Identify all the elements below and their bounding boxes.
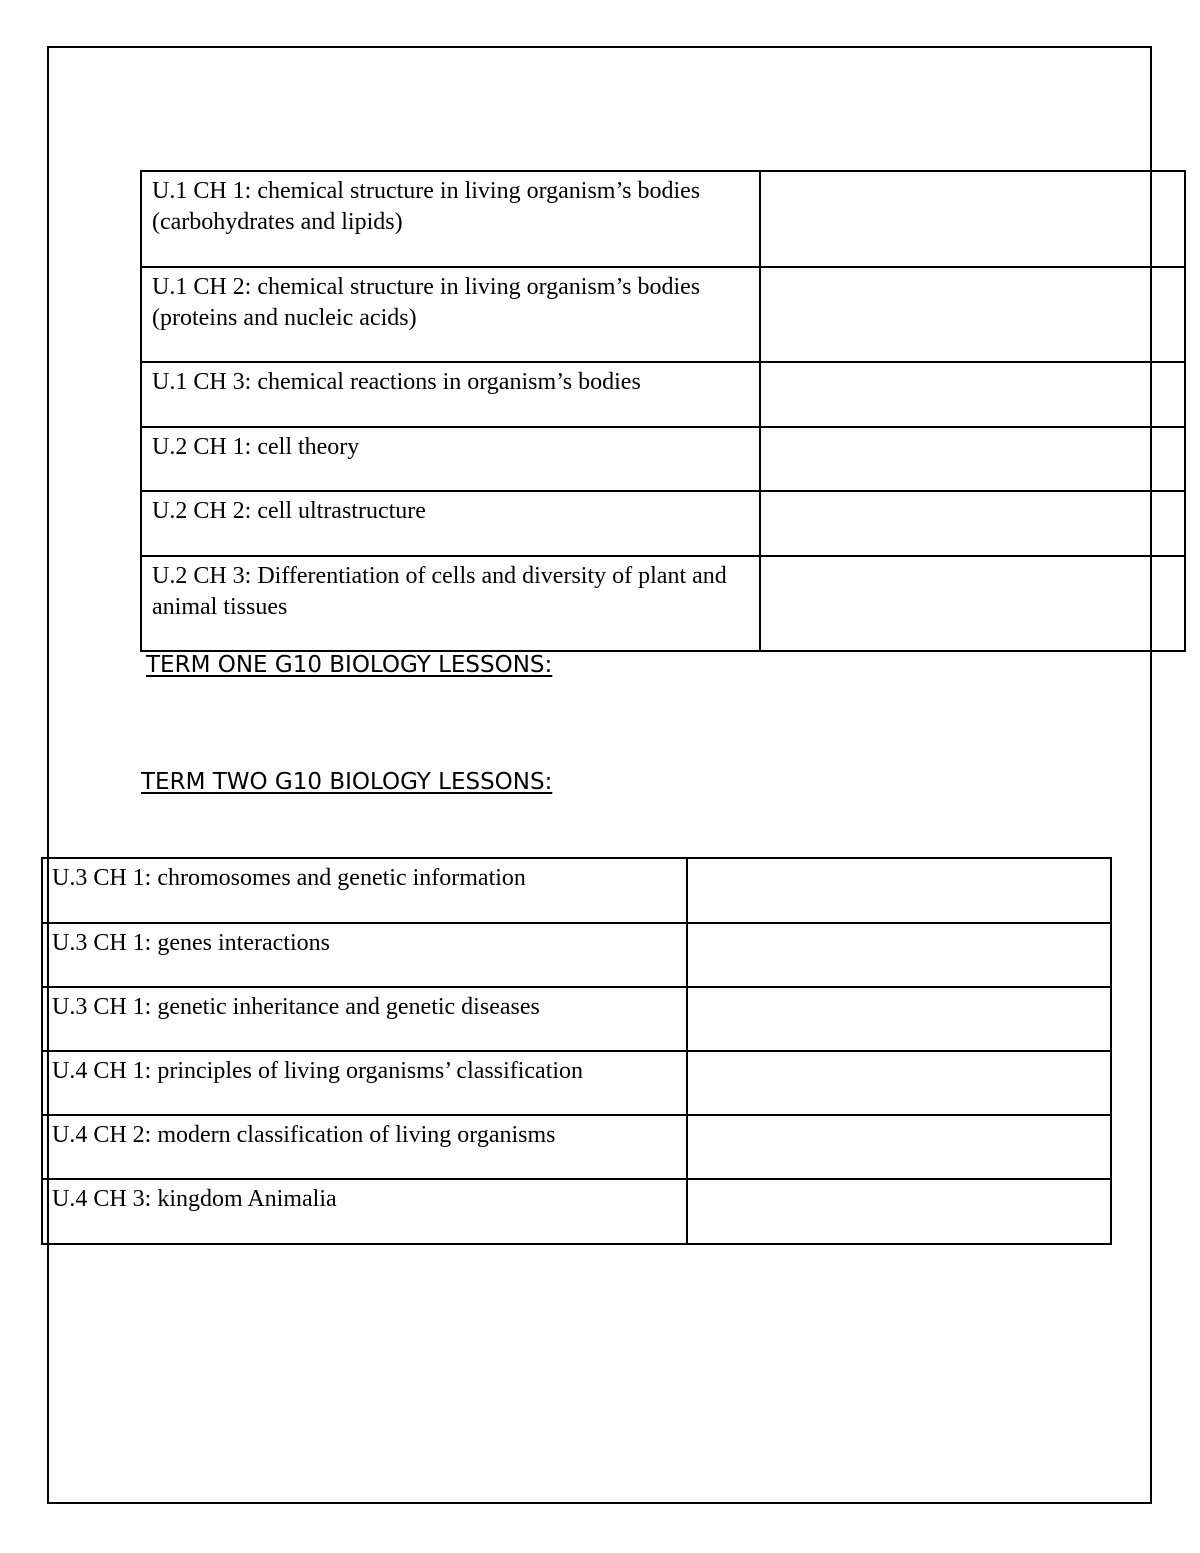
table-row <box>141 267 1185 362</box>
lesson-note-cell <box>760 427 1185 491</box>
lesson-note-cell <box>687 987 1111 1051</box>
table-row <box>42 1115 1111 1179</box>
lesson-title: U.1 CH 3: chemical reactions in organism’s bodies <box>141 362 760 427</box>
lesson-note-cell <box>760 491 1185 556</box>
table-row <box>141 491 1185 556</box>
lesson-title: U.2 CH 3: Differentiation of cells and diversity of plant and animal tissues <box>141 556 760 651</box>
lesson-title: U.1 CH 1: chemical structure in living organism’s bodies (carbohydrates and lipids) <box>141 171 760 267</box>
lesson-title: U.4 CH 1: principles of living organisms’ classification <box>42 1051 687 1115</box>
term-one-lessons-table <box>140 170 1186 652</box>
lesson-title: U.4 CH 3: kingdom Animalia <box>42 1179 687 1244</box>
lesson-title: U.2 CH 2: cell ultrastructure <box>141 491 760 556</box>
lesson-note-cell <box>687 923 1111 987</box>
term-two-heading: TERM TWO G10 BIOLOGY LESSONS: <box>141 769 553 795</box>
lesson-note-cell <box>687 1051 1111 1115</box>
table-row <box>42 1179 1111 1244</box>
table-row <box>42 1051 1111 1115</box>
lesson-title: U.2 CH 1: cell theory <box>141 427 760 491</box>
lesson-title: U.4 CH 2: modern classification of living organisms <box>42 1115 687 1179</box>
lesson-note-cell <box>760 362 1185 427</box>
lesson-title: U.3 CH 1: genetic inheritance and genetic diseases <box>42 987 687 1051</box>
table-row <box>141 362 1185 427</box>
table-row <box>141 427 1185 491</box>
lesson-title: U.3 CH 1: chromosomes and genetic information <box>42 858 687 923</box>
lesson-note-cell <box>687 858 1111 923</box>
table-row <box>141 556 1185 651</box>
table-row <box>42 923 1111 987</box>
lesson-title: U.1 CH 2: chemical structure in living organism’s bodies (proteins and nucleic acids) <box>141 267 760 362</box>
lesson-note-cell <box>760 267 1185 362</box>
lesson-title: U.3 CH 1: genes interactions <box>42 923 687 987</box>
table-row <box>141 171 1185 267</box>
lesson-note-cell <box>687 1115 1111 1179</box>
lesson-note-cell <box>687 1179 1111 1244</box>
table-row <box>42 858 1111 923</box>
lesson-note-cell <box>760 171 1185 267</box>
table-row <box>42 987 1111 1051</box>
lesson-note-cell <box>760 556 1185 651</box>
term-two-lessons-table <box>41 857 1112 1245</box>
term-one-heading: TERM ONE G10 BIOLOGY LESSONS: <box>146 652 553 678</box>
